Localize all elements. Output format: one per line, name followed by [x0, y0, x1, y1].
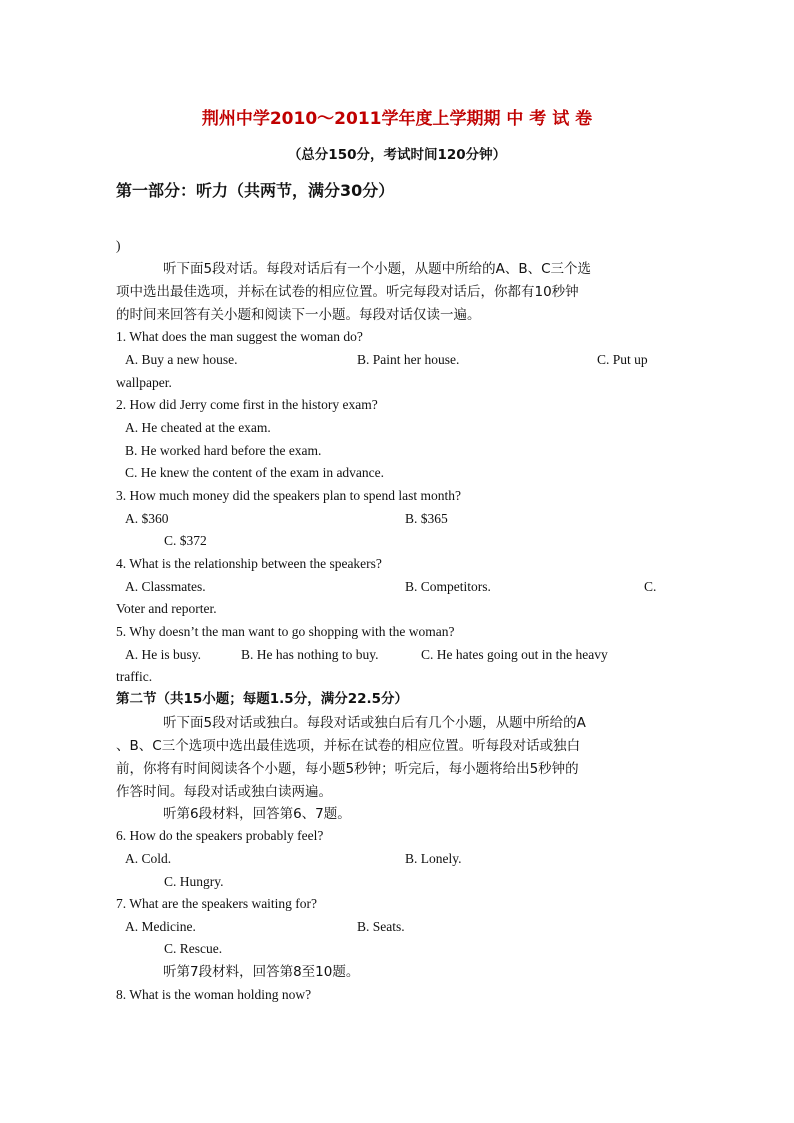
section1-instruction-line: 项中选出最佳选项，并标在试卷的相应位置。听完每段对话后，你都有10秒钟: [116, 284, 579, 300]
section1-instruction-line: 的时间来回答有关小题和阅读下一小题。每段对话仅读一遍。: [116, 307, 481, 323]
question-5-option-c-continued: traffic.: [116, 669, 153, 684]
question-5-stem: 5. Why doesn’t the man want to go shopping with the woman?: [116, 624, 455, 639]
question-4-option-c: C.: [644, 579, 657, 594]
question-6-option-a: A. Cold.: [125, 851, 172, 866]
question-2-option-c: C. He knew the content of the exam in advance.: [125, 465, 385, 480]
question-3-option-b: B. $365: [405, 511, 448, 526]
question-6-option-c: C. Hungry.: [164, 874, 224, 889]
question-3-stem: 3. How much money did the speakers plan to spend last month?: [116, 488, 461, 503]
question-1-stem: 1. What does the man suggest the woman do?: [116, 329, 363, 344]
question-2-option-b: B. He worked hard before the exam.: [125, 443, 322, 458]
section2-heading: 第二节（共15小题；每题1.5分，满分22.5分）: [116, 691, 409, 707]
question-1-option-c-continued: wallpaper.: [116, 375, 172, 390]
question-8-stem: 8. What is the woman holding now?: [116, 987, 312, 1002]
question-5-option-b: B. He has nothing to buy.: [241, 647, 379, 662]
material-6-note: 听第6段材料，回答第6、7题。: [163, 806, 351, 822]
question-2-option-a: A. He cheated at the exam.: [125, 420, 271, 435]
stray-paren: ): [116, 238, 121, 253]
question-1-option-b: B. Paint her house.: [357, 352, 460, 367]
question-7-option-c: C. Rescue.: [164, 941, 223, 956]
section2-instruction-line: 作答时间。每段对话或独白读两遍。: [116, 784, 332, 800]
question-1-option-a: A. Buy a new house.: [125, 352, 238, 367]
question-4-option-c-continued: Voter and reporter.: [116, 601, 217, 616]
question-3-option-a: A. $360: [125, 511, 169, 526]
question-6-option-b: B. Lonely.: [405, 851, 462, 866]
section2-instruction-line: 、B、C三个选项中选出最佳选项，并标在试卷的相应位置。听每段对话或独白: [116, 738, 581, 754]
question-4-stem: 4. What is the relationship between the speakers?: [116, 556, 382, 571]
question-7-option-a: A. Medicine.: [125, 919, 196, 934]
section1-instruction-line: 听下面5段对话。每段对话后有一个小题，从题中所给的A、B、C三个选: [163, 261, 592, 277]
question-2-stem: 2. How did Jerry come first in the history exam?: [116, 397, 378, 412]
section2-instruction-line: 听下面5段对话或独白。每段对话或独白后有几个小题，从题中所给的A: [163, 715, 586, 731]
question-6-stem: 6. How do the speakers probably feel?: [116, 828, 324, 843]
question-7-option-b: B. Seats.: [357, 919, 405, 934]
question-4-option-a: A. Classmates.: [125, 579, 206, 594]
question-3-option-c: C. $372: [164, 533, 207, 548]
question-7-stem: 7. What are the speakers waiting for?: [116, 896, 318, 911]
section2-instruction-line: 前，你将有时间阅读各个小题，每小题5秒钟；听完后，每小题将给出5秒钟的: [116, 761, 579, 777]
question-5-option-a: A. He is busy.: [125, 647, 201, 662]
exam-title: 荆州中学2010～2011学年度上学期期 中 考 试 卷: [201, 109, 593, 129]
question-4-option-b: B. Competitors.: [405, 579, 491, 594]
part1-heading: 第一部分：听力（共两节，满分30分）: [116, 181, 395, 200]
question-5-option-c: C. He hates going out in the heavy: [421, 647, 608, 662]
question-1-option-c: C. Put up: [597, 352, 648, 367]
material-7-note: 听第7段材料，回答第8至10题。: [163, 964, 360, 980]
exam-subtitle: （总分150分，考试时间120分钟）: [287, 147, 507, 163]
